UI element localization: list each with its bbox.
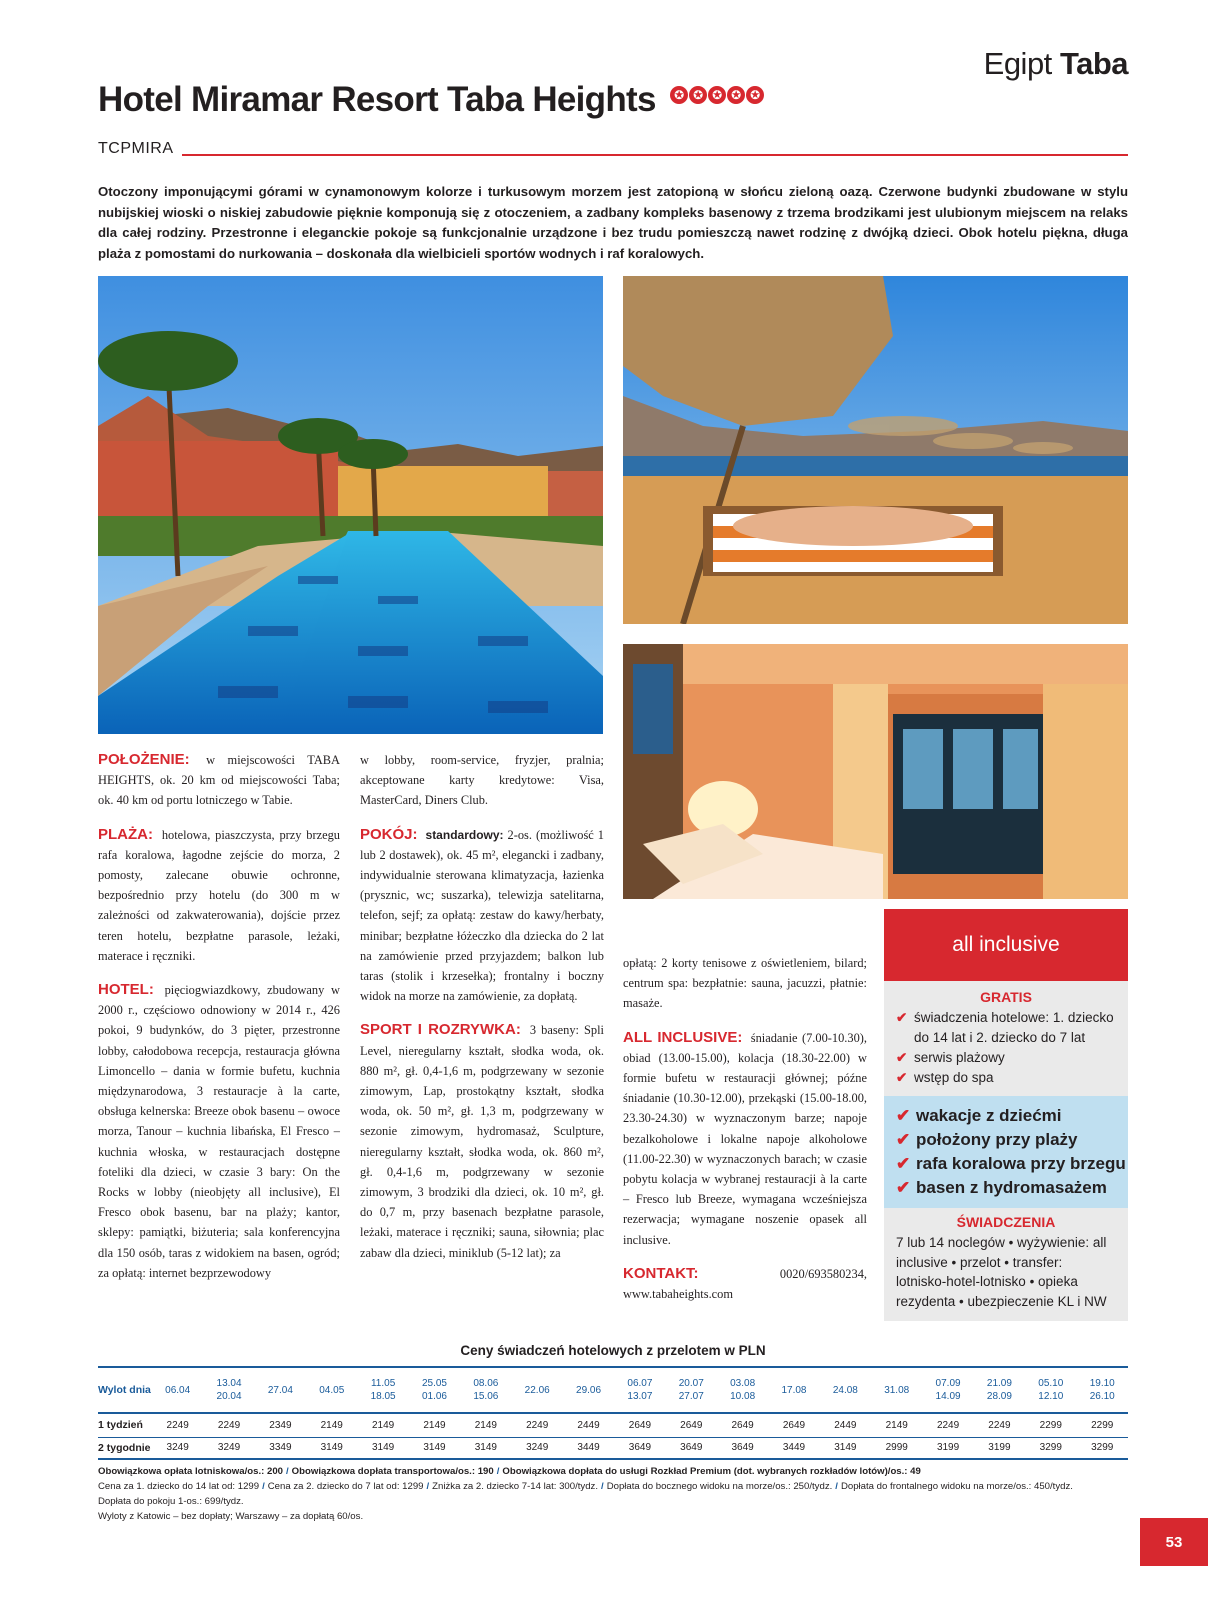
- departure-date: 22.06: [524, 1384, 550, 1396]
- hotel-section-continued: w lobby, room-service, fryzjer, pralnia; akceptowane karty kredytowe: Visa, MasterCard, Diners Club.: [360, 753, 604, 808]
- departure-date: 29.06: [576, 1384, 602, 1396]
- departure-date-cell: [152, 1367, 203, 1413]
- price-cell: 3649: [614, 1437, 665, 1459]
- check-icon: ✔: [896, 1178, 911, 1197]
- room-type: standardowy:: [425, 827, 504, 842]
- contact-section: [623, 1264, 867, 1304]
- departure-date: 06.04: [165, 1384, 191, 1396]
- departure-date-cell: [563, 1367, 614, 1413]
- sport-section: [360, 1020, 604, 1262]
- hotel-name: Hotel Miramar Resort Taba Heights: [98, 80, 656, 119]
- departure-date: 27.07: [678, 1391, 704, 1402]
- departure-date-cell: [1025, 1367, 1076, 1413]
- services-title: ŚWIADCZENIA: [956, 1214, 1056, 1230]
- departure-date-cell: [768, 1367, 819, 1413]
- departure-date: 01.06: [421, 1391, 447, 1402]
- two-weeks-row: [98, 1437, 1128, 1459]
- price-cell: 2649: [717, 1413, 768, 1437]
- column-1: [98, 750, 340, 1297]
- location-text: w miejscowości TABA HEIGHTS, ok. 20 km od miejscowości Taba; ok. 40 km od portu lotniczego w Tabie.: [98, 753, 340, 808]
- row-label: 1 tydzień: [98, 1413, 152, 1437]
- location-section: [98, 750, 340, 811]
- departure-date: 14.09: [935, 1391, 961, 1402]
- location-label: POŁOŻENIE:: [98, 751, 190, 768]
- one-week-row: [98, 1413, 1128, 1437]
- departure-date: 20.04: [216, 1391, 242, 1402]
- departure-date-cell: [717, 1367, 768, 1413]
- check-icon: ✔: [896, 1106, 911, 1125]
- price-cell: 3149: [357, 1437, 408, 1459]
- beach-section: [98, 825, 340, 966]
- departure-date-cell: [203, 1367, 254, 1413]
- column-2: [360, 750, 604, 1277]
- intro-paragraph: Otoczony imponującymi górami w cynamonowym kolorze i turkusowym morzem jest zatopioną w słońcu zieloną oazą. Czerwone budynki zbudowane w stylu nubijskiej wioski o niskiej zabudowie pięknie komponują się z otoczeniem, a zadbany kompleks basenowy z trzema brodzikami jest ulubionym miejscem na relaks dla całej rodziny. Przestronne i eleganckie pokoje są funkcjonalnie urządzone i bez trudu pomieszczą nawet rodzinę z dwójką dzieci. Obok hotelu piękna, długa plaża z pomostami do nurkowania – doskonała dla wielbicieli sportów wodnych i raf koralowych.: [98, 184, 1128, 261]
- departure-date-cell: [409, 1367, 460, 1413]
- star-icon: ✪: [727, 86, 745, 104]
- star-icon: ✪: [746, 86, 764, 104]
- notes-line-3: Dopłata do pokoju 1-os.: 699/tydz.: [98, 1496, 244, 1507]
- price-cell: 3149: [409, 1437, 460, 1459]
- sport-section-continued: opłatą: 2 korty tenisowe z oświetleniem, bilard; centrum spa: bezpłatnie: sauna, jacuzzi, płatnie: masaże.: [623, 956, 867, 1011]
- departure-date: 08.06: [473, 1378, 499, 1389]
- departure-date-cell: [460, 1367, 511, 1413]
- destination-heading: [984, 46, 1128, 82]
- all-inclusive-text: śniadanie (7.00-10.30), obiad (13.00-15.00), kolacja (18.30-22.00) w formie bufetu w restauracji głównej; późne śniadanie (10.30-12.00), przekąski (15.00-18.00, 23.30-24.30) w wyznaczonym barze; napoje bezalkoholowe i lokalne napoje alkoholowe (11.00-22.30) w wyznaczonych barach; w czasie pobytu kolacja w wybranej restauracji à la carte – Fresco lub Breeze, wymagana wcześniejsza rezerwacja; wymagane noszenie opasek all inclusive.: [623, 1030, 867, 1247]
- star-rating: [670, 86, 764, 104]
- departure-date: 10.08: [730, 1391, 756, 1402]
- departure-date-cell: [255, 1367, 306, 1413]
- departure-date: 15.06: [473, 1391, 499, 1402]
- services-text: 7 lub 14 noclegów • wyżywienie: all inclusive • przelot • transfer: lotnisko-hotel-lotnisko • opieka rezydenta • ubezpieczenie KL i NW: [896, 1235, 1107, 1309]
- departure-date: 27.04: [267, 1384, 293, 1396]
- gratis-item: ✔ wstęp do spa: [896, 1068, 1116, 1088]
- price-cell: 3649: [666, 1437, 717, 1459]
- row-label: Wylot dnia: [98, 1367, 152, 1413]
- all-inclusive-label: ALL INCLUSIVE:: [623, 1028, 743, 1046]
- departure-date: 19.10: [1089, 1378, 1115, 1389]
- price-cell: 3349: [255, 1437, 306, 1459]
- room-photo: [623, 644, 1128, 899]
- all-inclusive-panel: [884, 909, 1128, 1321]
- price-cell: 2299: [1025, 1413, 1076, 1437]
- gratis-item: ✔ serwis plażowy: [896, 1048, 1116, 1068]
- price-cell: 3249: [152, 1437, 203, 1459]
- price-cell: 3149: [820, 1437, 871, 1459]
- city-name: Taba: [1059, 46, 1128, 81]
- departure-date: 26.10: [1089, 1391, 1115, 1402]
- sport-label: SPORT I ROZRYWKA:: [360, 1021, 521, 1039]
- highlights-box: [884, 1096, 1128, 1208]
- price-cell: 3199: [922, 1437, 973, 1459]
- star-icon: ✪: [670, 86, 688, 104]
- price-cell: 2149: [306, 1413, 357, 1437]
- gratis-title: GRATIS: [980, 989, 1032, 1005]
- price-cell: 2149: [871, 1413, 922, 1437]
- check-icon: ✔: [896, 1130, 911, 1149]
- highlight-item: ✔ wakacje z dziećmi: [896, 1104, 1116, 1128]
- room-section: [360, 825, 604, 1007]
- price-cell: 3449: [563, 1437, 614, 1459]
- sport-text: 3 baseny: Spli Level, nieregularny kształt, słodka woda, ok. 880 m², gł. 0,4-1,6 m, podgrzewany w sezonie zimowym, Lap, prostokątny kształt, słodka woda, ok. 50 m², gł. 1,3 m, podgrzewany w sezonie zimowym, hydromasaż, Sculpture, nieregularny kształt, słodka woda, ok. 860 m², gł. 0,4-1,6 m, podgrzewany w sezonie zimowym, 3 brodziki dla dzieci, ok. 10 m², gł. do 0,7 m, przy basenach bezpłatne parasole, leżaki, materace i ręczniki; sauna, siłownia; plac zabaw dla dzieci, miniklub (5-12 lat); za: [360, 1023, 604, 1260]
- departure-date-cell: [306, 1367, 357, 1413]
- country-name: Egipt: [983, 46, 1052, 81]
- price-cell: 3199: [974, 1437, 1025, 1459]
- room-text: 2-os. (możliwość 1 lub 2 dostawek), ok. 45 m², elegancki i zadbany, indywidualnie sterowana klimatyzacja, łazienka (prysznic, wc; suszarka), telewizja satelitarna, telefon, sejf; za opłatą: zestaw do kawy/herbaty, minibar; bezpłatne łóżeczko dla dziecka do 2 lat na zamówienie przed przyjazdem; balkon lub taras (stolik i krzesełka); frontalny i boczny widok na morze na zamówienie, za dopłatą.: [360, 827, 604, 1004]
- page-number: 53: [1140, 1518, 1208, 1566]
- notes-line-1: Obowiązkowa opłata lotniskowa/os.: 200 / Obowiązkowa dopłata transportowa/os.: 190 / Obowiązkowa dopłata do usługi Rozkład Premium (dot. wybranych rozkładów lotów)/os.: 49: [98, 1466, 921, 1477]
- price-cell: 3249: [512, 1437, 563, 1459]
- gratis-item: ✔ świadczenia hotelowe: 1. dziecko do 14 lat i 2. dziecko do 7 lat: [896, 1010, 1114, 1045]
- departure-date-cell: [820, 1367, 871, 1413]
- price-cell: 2649: [614, 1413, 665, 1437]
- panel-header: all inclusive: [884, 909, 1128, 981]
- departure-date: 28.09: [986, 1391, 1012, 1402]
- price-cell: 3249: [203, 1437, 254, 1459]
- hotel-label: HOTEL:: [98, 981, 154, 999]
- departure-date: 11.05: [370, 1378, 396, 1389]
- beach-label: PLAŻA:: [98, 825, 153, 843]
- price-cell: 2349: [255, 1413, 306, 1437]
- departure-date-cell: [1076, 1367, 1128, 1413]
- price-cell: 2149: [460, 1413, 511, 1437]
- star-icon: ✪: [689, 86, 707, 104]
- departure-date-cell: [871, 1367, 922, 1413]
- price-cell: 2449: [820, 1413, 871, 1437]
- price-cell: 2649: [666, 1413, 717, 1437]
- departure-date: 25.05: [421, 1378, 447, 1389]
- departure-date-cell: [666, 1367, 717, 1413]
- price-table-title: Ceny świadczeń hotelowych z przelotem w PLN: [460, 1343, 766, 1358]
- departure-date: 13.07: [627, 1391, 653, 1402]
- notes-line-4: Wyloty z Katowic – bez dopłaty; Warszawy – za dopłatą 60/os.: [98, 1511, 364, 1522]
- price-cell: 2299: [1076, 1413, 1128, 1437]
- price-cell: 2249: [512, 1413, 563, 1437]
- departure-date-cell: [512, 1367, 563, 1413]
- all-inclusive-section: [623, 1028, 867, 1250]
- highlight-item: ✔ basen z hydromasażem: [896, 1176, 1116, 1200]
- price-cell: 2449: [563, 1413, 614, 1437]
- departure-date: 20.07: [678, 1378, 704, 1389]
- contact-label: KONTAKT:: [623, 1264, 699, 1282]
- departure-date: 07.09: [935, 1378, 961, 1389]
- price-cell: 2149: [357, 1413, 408, 1437]
- price-notes: [98, 1464, 1128, 1524]
- column-3: [623, 953, 867, 1318]
- check-icon: ✔: [896, 1010, 908, 1025]
- price-cell: 2249: [203, 1413, 254, 1437]
- price-cell: 3149: [460, 1437, 511, 1459]
- price-cell: 2249: [152, 1413, 203, 1437]
- star-icon: ✪: [708, 86, 726, 104]
- check-icon: ✔: [896, 1070, 908, 1085]
- price-cell: 2249: [974, 1413, 1025, 1437]
- notes-line-2: Cena za 1. dziecko do 14 lat od: 1299 / Cena za 2. dziecko do 7 lat od: 1299 / Zniżka za 2. dziecko 7-14 lat: 300/tydz. / Dopłata do bocznego widoku na morze/os.: 250/tydz. / Dopłata do frontalnego widoku na morze/os.: 450/tydz.: [98, 1481, 1073, 1492]
- price-cell: 2149: [409, 1413, 460, 1437]
- beach-text: hotelowa, piaszczysta, przy brzegu rafa koralowa, łagodne zejście do morza, 2 pomosty, zalecane obuwie ochronne, bezpośrednio przy hotelu (do 300 m w zależności od zakwaterowania), dojście przez teren hotelu, bezpłatne parasole, leżaki, materace i ręczniki.: [98, 827, 340, 963]
- price-cell: 3299: [1025, 1437, 1076, 1459]
- departure-date: 17.08: [781, 1384, 807, 1396]
- divider: [182, 154, 1128, 156]
- departure-date-cell: [974, 1367, 1025, 1413]
- departure-dates-row: [98, 1367, 1128, 1413]
- departure-date: 03.08: [730, 1378, 756, 1389]
- departure-date-cell: [614, 1367, 665, 1413]
- departure-date: 13.04: [216, 1378, 242, 1389]
- pool-photo: [98, 276, 603, 734]
- gratis-box: [884, 981, 1128, 1096]
- beach-photo: [623, 276, 1128, 624]
- price-cell: 3649: [717, 1437, 768, 1459]
- hotel-code-row: [98, 140, 1128, 162]
- departure-date: 31.08: [884, 1384, 910, 1396]
- departure-date: 06.07: [627, 1378, 653, 1389]
- price-cell: 3149: [306, 1437, 357, 1459]
- services-box: [884, 1208, 1128, 1321]
- hotel-code: TCPMIRA: [98, 140, 174, 157]
- price-cell: 2999: [871, 1437, 922, 1459]
- departure-date: 12.10: [1038, 1391, 1064, 1402]
- room-label: POKÓJ:: [360, 825, 418, 843]
- price-cell: 2649: [768, 1413, 819, 1437]
- highlight-item: ✔ położony przy plaży: [896, 1128, 1116, 1152]
- check-icon: ✔: [896, 1050, 908, 1065]
- price-table: [98, 1366, 1128, 1460]
- departure-date-cell: [357, 1367, 408, 1413]
- departure-date: 24.08: [832, 1384, 858, 1396]
- check-icon: ✔: [896, 1154, 911, 1173]
- departure-date: 04.05: [319, 1384, 345, 1396]
- departure-date: 21.09: [986, 1378, 1012, 1389]
- row-label: 2 tygodnie: [98, 1437, 152, 1459]
- departure-date-cell: [922, 1367, 973, 1413]
- highlight-item: ✔ rafa koralowa przy brzegu: [896, 1152, 1116, 1176]
- hotel-section: [98, 980, 340, 1283]
- price-cell: 2249: [922, 1413, 973, 1437]
- price-cell: 3299: [1076, 1437, 1128, 1459]
- hotel-text: pięciogwiazdkowy, zbudowany w 2000 r., częściowo odnowiony w 2014 r., 426 pokoi, 9 budynków, do 3 pięter, przestronne lobby, całodobowa recepcja, restauracja główna Limoncello – dania w formie bufetu, kuchnia międzynarodowa, 3 restauracje à la carte, obsługa kelnerska: Breeze obok basenu – owoce morza, Tanour – kuchnia libańska, El Fresco – kuchnia włoska, w restauracjach dostępne foteliki dla dzieci, w czasie 3 bary: On the Rocks w lobby (nieobjęty all inclusive), El Fresco obok basenu, bar na plaży; kantor, sklepy: pamiątki, biżuteria; sala konferencyjna dla 150 osób, taras z widokiem na basen, ogród; za opłatą: internet bezprzewodowy: [98, 983, 340, 1280]
- hotel-title: [98, 80, 764, 120]
- departure-date: 18.05: [370, 1391, 396, 1402]
- price-cell: 3449: [768, 1437, 819, 1459]
- departure-date: 05.10: [1038, 1378, 1064, 1389]
- contact-text: 0020/693580234, www.tabaheights.com: [623, 1266, 867, 1302]
